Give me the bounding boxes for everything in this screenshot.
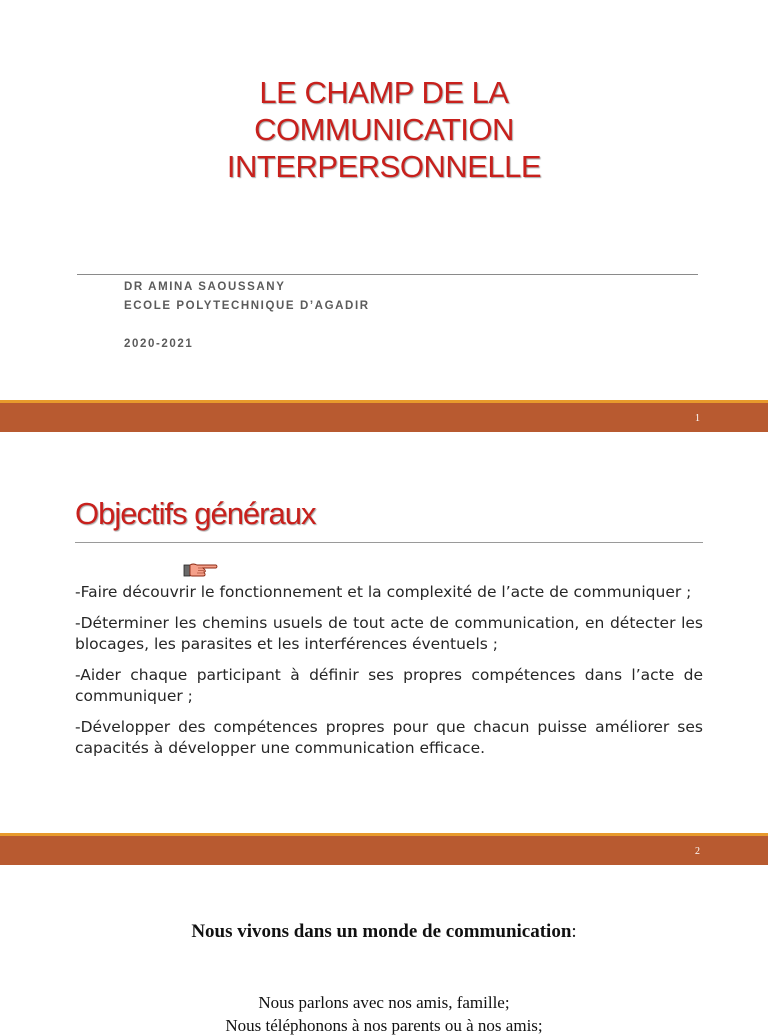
slide-2-title: Objectifs généraux [75, 496, 316, 531]
title-line-2: COMMUNICATION [254, 112, 514, 147]
slide-3-title-colon: : [571, 921, 577, 942]
slide-1 [0, 0, 768, 400]
objective-item: -Déterminer les chemins usuels de tout acte de communication, en détecter les blocages, les parasites et les interférences éventuels ; [75, 614, 703, 653]
objective-item: -Développer des compétences propres pour que chacun puisse améliorer ses capacités à développer une communication efficace. [75, 718, 703, 757]
slide-3-title [0, 921, 768, 943]
title-underline [75, 542, 703, 543]
slide-3-title-text: Nous vivons dans un monde de communication [191, 921, 572, 942]
text-line: Nous parlons avec nos amis, famille; [258, 993, 510, 1012]
title-line-3: INTERPERSONNELLE [226, 149, 542, 184]
objectives-list [75, 582, 703, 769]
page-number: 1 [695, 413, 700, 424]
slide-1-title [0, 74, 768, 185]
objective-item: -Aider chaque participant à définir ses propres compétences dans l’acte de communiquer ; [75, 666, 703, 705]
objective-item: -Faire découvrir le fonctionnement et la complexité de l’acte de communiquer ; [75, 583, 692, 601]
page-number: 2 [695, 846, 700, 857]
slide-footer-band-1 [0, 400, 768, 432]
text-line: Nous téléphonons à nos parents ou à nos amis; [225, 1016, 543, 1035]
school-name: ECOLE POLYTECHNIQUE D’AGADIR [124, 300, 370, 312]
academic-year: 2020-2021 [124, 338, 194, 350]
divider [77, 274, 698, 275]
title-line-1: LE CHAMP DE LA [259, 75, 509, 110]
slide-footer-band-2 [0, 833, 768, 865]
author-name: DR AMINA SAOUSSANY [124, 281, 286, 293]
pointing-hand-icon [183, 560, 219, 580]
